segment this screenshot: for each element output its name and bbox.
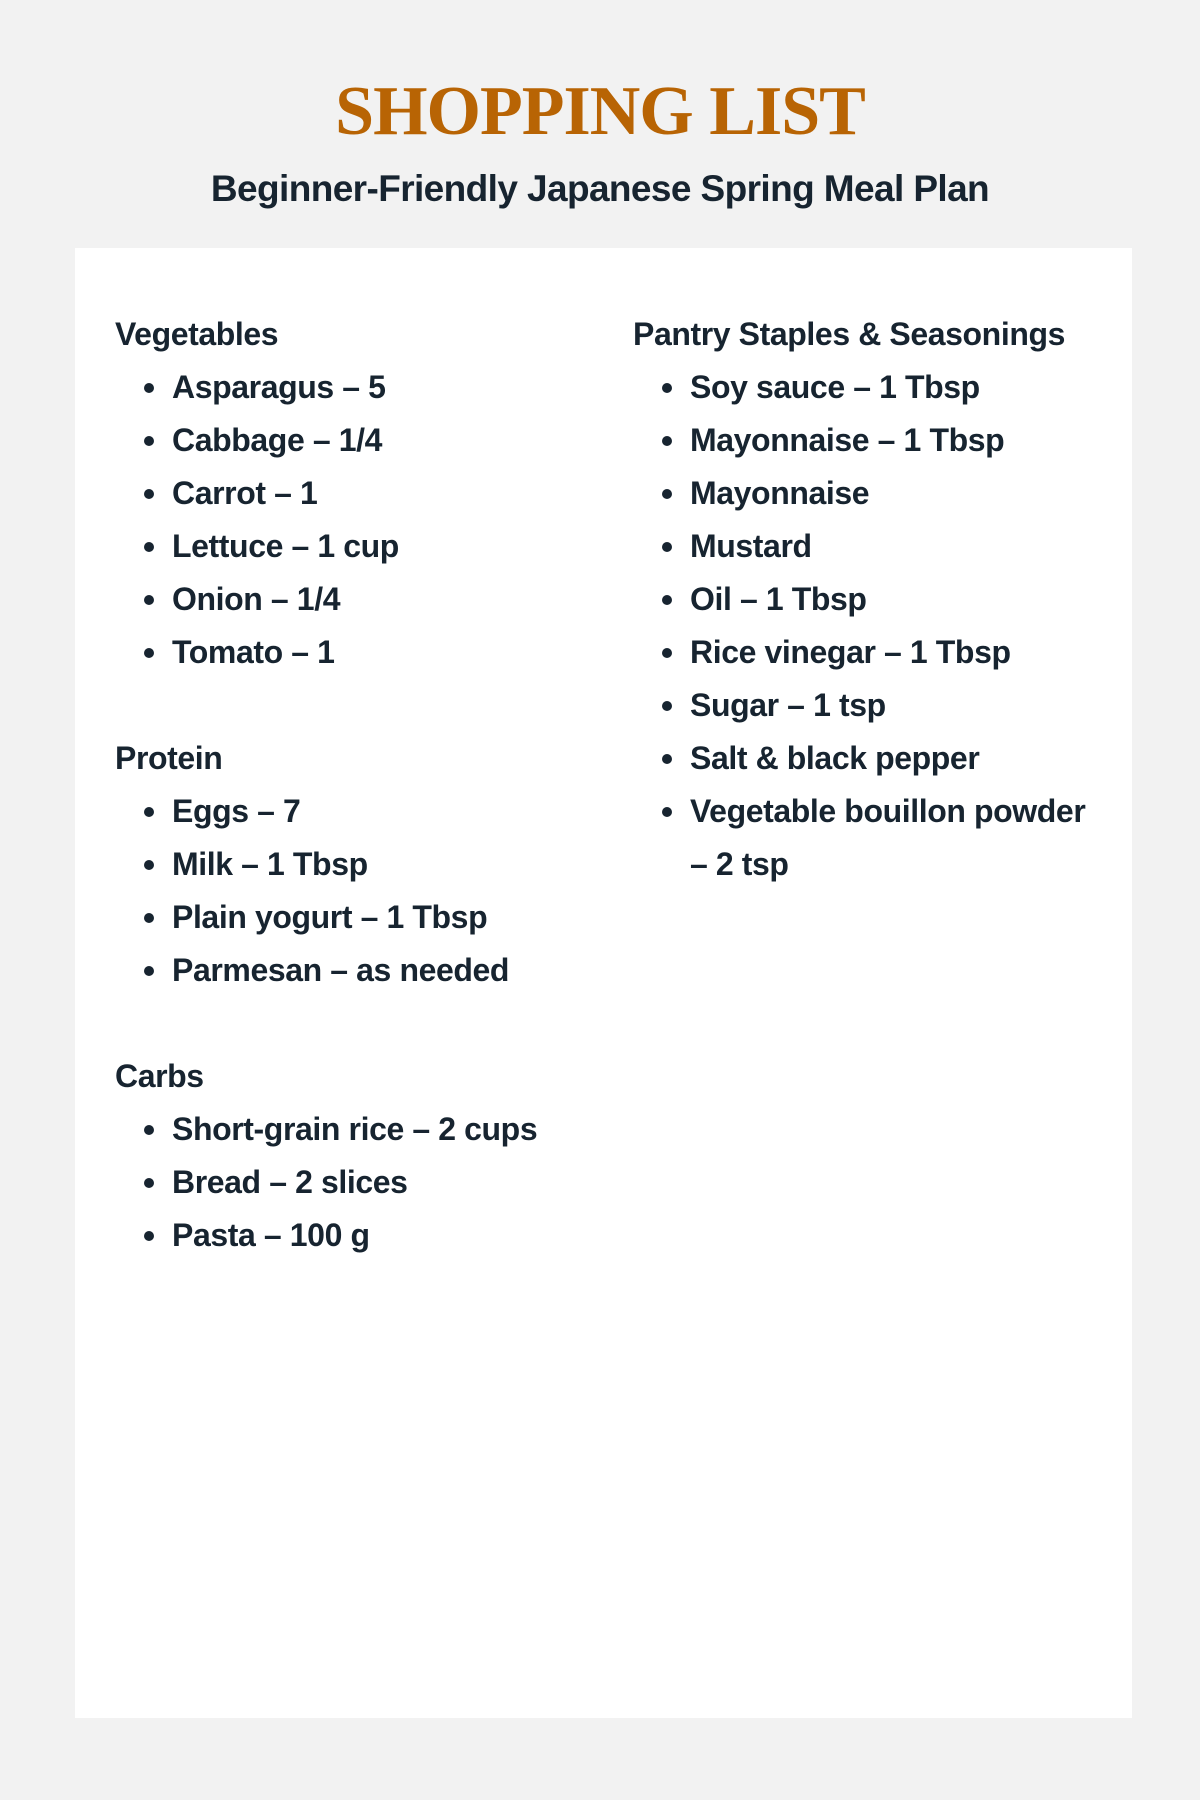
list-item — [115, 467, 595, 520]
list-item-label: Mustard — [690, 528, 812, 564]
list-item — [115, 944, 595, 997]
list-item-label: Mayonnaise — [690, 475, 870, 511]
list-item-label: Eggs – 7 — [172, 793, 301, 829]
bullet-icon — [144, 436, 154, 446]
bullet-icon — [144, 1125, 154, 1135]
section-protein — [115, 732, 595, 997]
list-item — [633, 732, 1103, 785]
shopping-list-card — [75, 248, 1132, 1718]
list-item-label: Pasta – 100 g — [172, 1217, 370, 1253]
bullet-icon — [144, 595, 154, 605]
bullet-icon — [144, 542, 154, 552]
list-item — [633, 679, 1103, 732]
list-item — [633, 414, 1103, 467]
list-item — [633, 785, 1103, 891]
section-title-protein: Protein — [115, 740, 223, 776]
list-item — [633, 361, 1103, 414]
bullet-icon — [662, 542, 672, 552]
list-item — [115, 520, 595, 573]
bullet-icon — [144, 860, 154, 870]
list-item — [633, 520, 1103, 573]
bullet-icon — [662, 754, 672, 764]
list-item — [115, 785, 595, 838]
list-item — [115, 1156, 595, 1209]
list-item-label: Rice vinegar – 1 Tbsp — [690, 634, 1011, 670]
list-item — [115, 838, 595, 891]
list-item — [115, 414, 595, 467]
list-item — [115, 573, 595, 626]
bullet-icon — [144, 1178, 154, 1188]
list-item-label: Bread – 2 slices — [172, 1164, 408, 1200]
list-item-label: Milk – 1 Tbsp — [172, 846, 368, 882]
section-title-pantry: Pantry Staples & Seasonings — [633, 316, 1066, 352]
bullet-icon — [662, 807, 672, 817]
list-item-label: Asparagus – 5 — [172, 369, 386, 405]
list-item-label: Soy sauce – 1 Tbsp — [690, 369, 980, 405]
bullet-icon — [144, 489, 154, 499]
list-item — [115, 1209, 595, 1262]
list-item-label: Plain yogurt – 1 Tbsp — [172, 899, 488, 935]
carbs-list — [115, 1103, 595, 1262]
bullet-icon — [662, 489, 672, 499]
list-item-label: Parmesan – as needed — [172, 952, 510, 988]
list-item-label: Carrot – 1 — [172, 475, 318, 511]
section-carbs — [115, 1050, 595, 1262]
page-title: SHOPPING LIST — [335, 73, 865, 150]
section-pantry — [633, 308, 1103, 891]
list-item-label: Tomato – 1 — [172, 634, 335, 670]
list-item-label: Cabbage – 1/4 — [172, 422, 383, 458]
bullet-icon — [144, 648, 154, 658]
bullet-icon — [662, 436, 672, 446]
list-item-label: Lettuce – 1 cup — [172, 528, 399, 564]
protein-list — [115, 785, 595, 997]
bullet-icon — [144, 966, 154, 976]
list-item-label: Short-grain rice – 2 cups — [172, 1111, 538, 1147]
list-item-label: Salt & black pepper — [690, 740, 980, 776]
list-item — [633, 573, 1103, 626]
right-column — [633, 308, 1103, 944]
pantry-list — [633, 361, 1103, 891]
list-item — [633, 626, 1103, 679]
list-item-label: Oil – 1 Tbsp — [690, 581, 867, 617]
section-vegetables — [115, 308, 595, 679]
bullet-icon — [144, 383, 154, 393]
list-item — [115, 626, 595, 679]
bullet-icon — [144, 913, 154, 923]
bullet-icon — [144, 1231, 154, 1241]
bullet-icon — [662, 648, 672, 658]
list-item-label: Onion – 1/4 — [172, 581, 341, 617]
page-subtitle: Beginner-Friendly Japanese Spring Meal Plan — [210, 168, 990, 209]
bullet-icon — [662, 383, 672, 393]
list-item — [115, 891, 595, 944]
list-item-label: Mayonnaise – 1 Tbsp — [690, 422, 1005, 458]
list-item — [115, 1103, 595, 1156]
list-item-label: Sugar – 1 tsp — [690, 687, 886, 723]
section-title-vegetables: Vegetables — [115, 316, 279, 352]
list-item — [115, 361, 595, 414]
list-item-label: Vegetable bouillon powder – 2 tsp — [690, 793, 1086, 882]
vegetables-list — [115, 361, 595, 679]
left-column — [115, 308, 595, 1315]
section-title-carbs: Carbs — [115, 1058, 204, 1094]
bullet-icon — [662, 701, 672, 711]
bullet-icon — [662, 595, 672, 605]
list-item — [633, 467, 1103, 520]
bullet-icon — [144, 807, 154, 817]
